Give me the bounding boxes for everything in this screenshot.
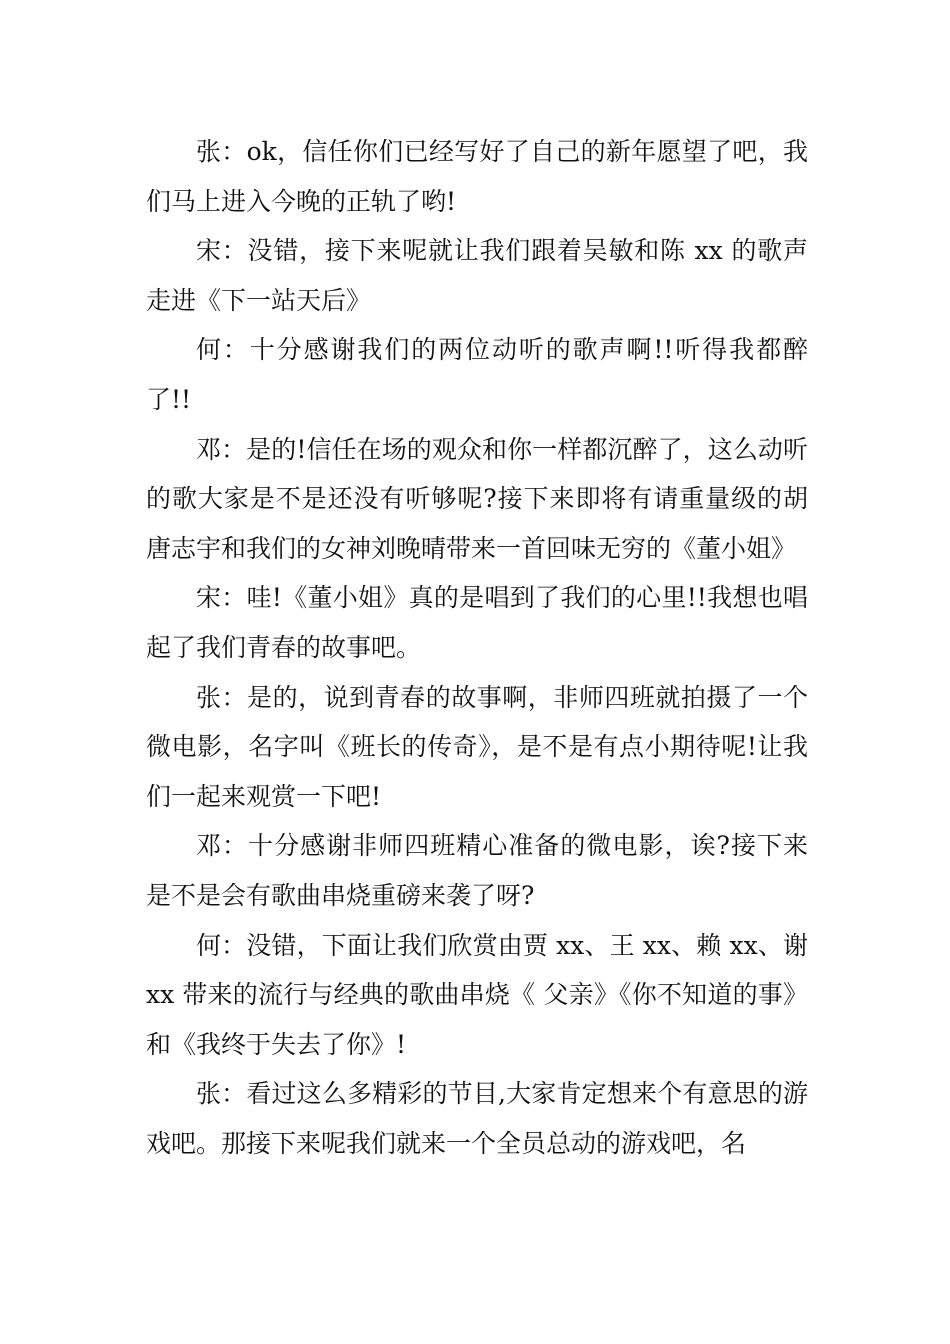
paragraph: 邓：是的!信任在场的观众和你一样都沉醉了，这么动听的歌大家是不是还没有听够呢?接下来即将有请重量级的胡唐志宇和我们的女神刘晚晴带来一首回味无穷的《董小姐》 (146, 434, 808, 563)
paragraph: 张：ok，信任你们已经写好了自己的新年愿望了吧，我们马上进入今晚的正轨了哟! (146, 137, 808, 216)
paragraph: 宋：哇!《董小姐》真的是唱到了我们的心里!!我想也唱起了我们青春的故事吧。 (146, 583, 808, 662)
paragraph: 邓：十分感谢非师四班精心准备的微电影，诶?接下来是不是会有歌曲串烧重磅来袭了呀? (146, 831, 808, 910)
script-body (146, 127, 808, 1168)
paragraph: 何：十分感谢我们的两位动听的歌声啊!!听得我都醉了!! (146, 335, 808, 414)
paragraph: 何：没错，下面让我们欣赏由贾 xx、王 xx、赖 xx、谢 xx 带来的流行与经典的歌曲串烧《 父亲》《你不知道的事》和《我终于失去了你》! (146, 930, 808, 1059)
paragraph: 张：是的，说到青春的故事啊，非师四班就拍摄了一个微电影，名字叫《班长的传奇》，是不是有点小期待呢!让我们一起来观赏一下吧! (146, 682, 808, 811)
paragraph: 张：看过这么多精彩的节目,大家肯定想来个有意思的游戏吧。那接下来呢我们就来一个全员总动的游戏吧，名 (146, 1079, 808, 1158)
paragraph: 宋：没错，接下来呢就让我们跟着吴敏和陈 xx 的歌声走进《下一站天后》 (146, 236, 808, 315)
